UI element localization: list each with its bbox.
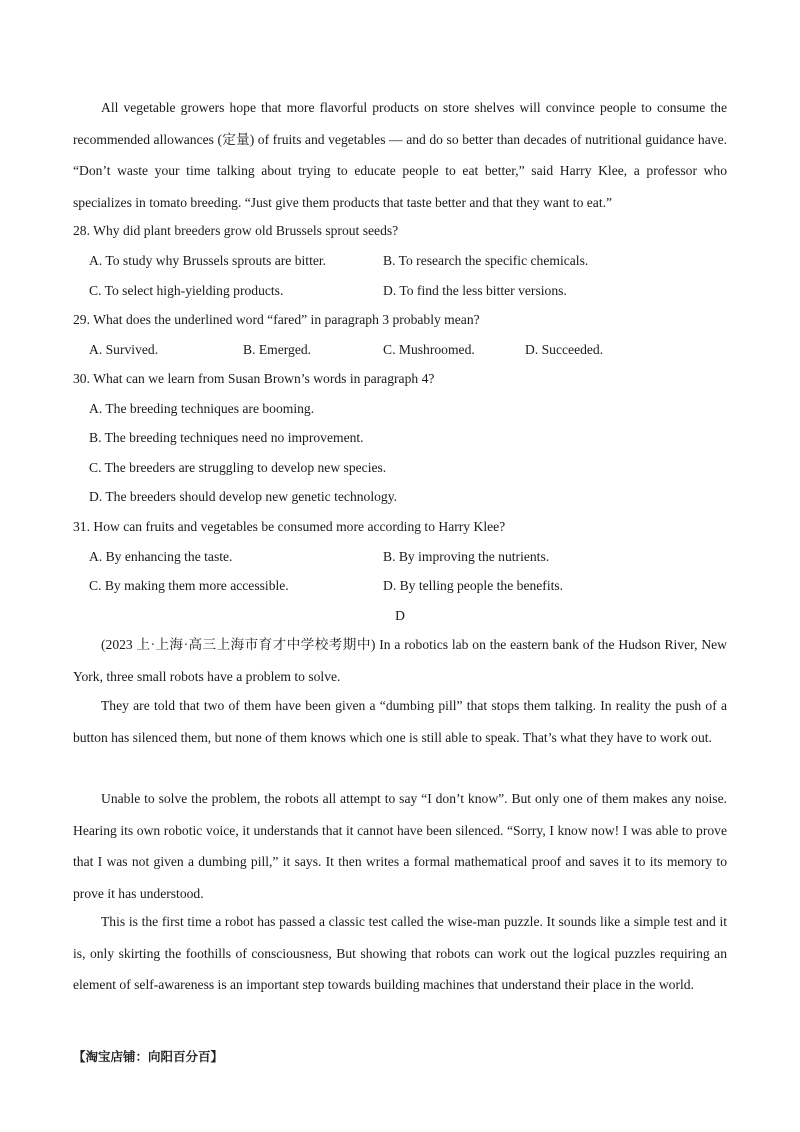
question-29-stem: 29. What does the underlined word “fared” in paragraph 3 probably mean?	[73, 312, 480, 327]
question-31-option-b: B. By improving the nutrients.	[383, 549, 550, 564]
section-d-paragraph-3: Unable to solve the problem, the robots all attempt to say “I don’t know”. But only one of them makes any noise. Hearing its own robotic voice, it understands that it cannot have been silenced. “Sorry, I know now! I was able to prove that I was not given a dumbing pill,” it says. It then writes a formal mathematical proof and saves it to its memory to prove it has understood.	[73, 791, 727, 901]
question-29-option-a: A. Survived.	[89, 342, 159, 357]
question-29-option-b: B. Emerged.	[243, 342, 312, 357]
question-30-option-a: A. The breeding techniques are booming.	[89, 401, 315, 416]
question-31-stem: 31. How can fruits and vegetables be consumed more according to Harry Klee?	[73, 519, 506, 534]
question-30-option-b: B. The breeding techniques need no improvement.	[89, 430, 364, 445]
question-28-option-c: C. To select high-yielding products.	[89, 283, 284, 298]
section-heading: D	[395, 608, 405, 623]
question-30-stem: 30. What can we learn from Susan Brown’s words in paragraph 4?	[73, 371, 435, 386]
question-31-option-c: C. By making them more accessible.	[89, 578, 289, 593]
question-30-option-c: C. The breeders are struggling to develop new species.	[89, 460, 387, 475]
question-29-option-d: D. Succeeded.	[525, 342, 604, 357]
question-28-option-b: B. To research the specific chemicals.	[383, 253, 589, 268]
question-28-stem: 28. Why did plant breeders grow old Brussels sprout seeds?	[73, 223, 399, 238]
question-28-option-a: A. To study why Brussels sprouts are bitter.	[89, 253, 327, 268]
section-d-paragraph-2: They are told that two of them have been given a “dumbing pill” that stops them talking. In reality the push of a button has silenced them, but none of them knows which one is still able to speak. That’s what they have to work out.	[73, 698, 727, 745]
question-28-option-d: D. To find the less bitter versions.	[383, 283, 567, 298]
footer-shop-label: 【淘宝店铺：向阳百分百】	[73, 1049, 224, 1064]
question-31-option-d: D. By telling people the benefits.	[383, 578, 564, 593]
passage-paragraph: All vegetable growers hope that more flavorful products on store shelves will convince people to consume the recommended allowances (定量) of fruits and vegetables — and do so better than decades of nutritional guidance have. “Don’t waste your time talking about trying to educate people to eat better,” said Harry Klee, a professor who specializes in tomato breeding. “Just give them products that taste better and that they want to eat.”	[73, 100, 727, 210]
section-d-paragraph-4: This is the first time a robot has passed a classic test called the wise-man puzzle. It sounds like a simple test and it is, only skirting the foothills of consciousness, But showing that robots can work out the logical puzzles requiring an element of self-awareness is an important step towards building machines that understand their place in the world.	[73, 914, 727, 992]
section-d-paragraph-1: (2023 上·上海·高三上海市育才中学校考期中) In a robotics lab on the eastern bank of the Hudson River, New York, three small robots have a problem to solve.	[73, 637, 727, 684]
question-29-option-c: C. Mushroomed.	[383, 342, 475, 357]
question-31-option-a: A. By enhancing the taste.	[89, 549, 233, 564]
question-30-option-d: D. The breeders should develop new genetic technology.	[89, 489, 398, 504]
